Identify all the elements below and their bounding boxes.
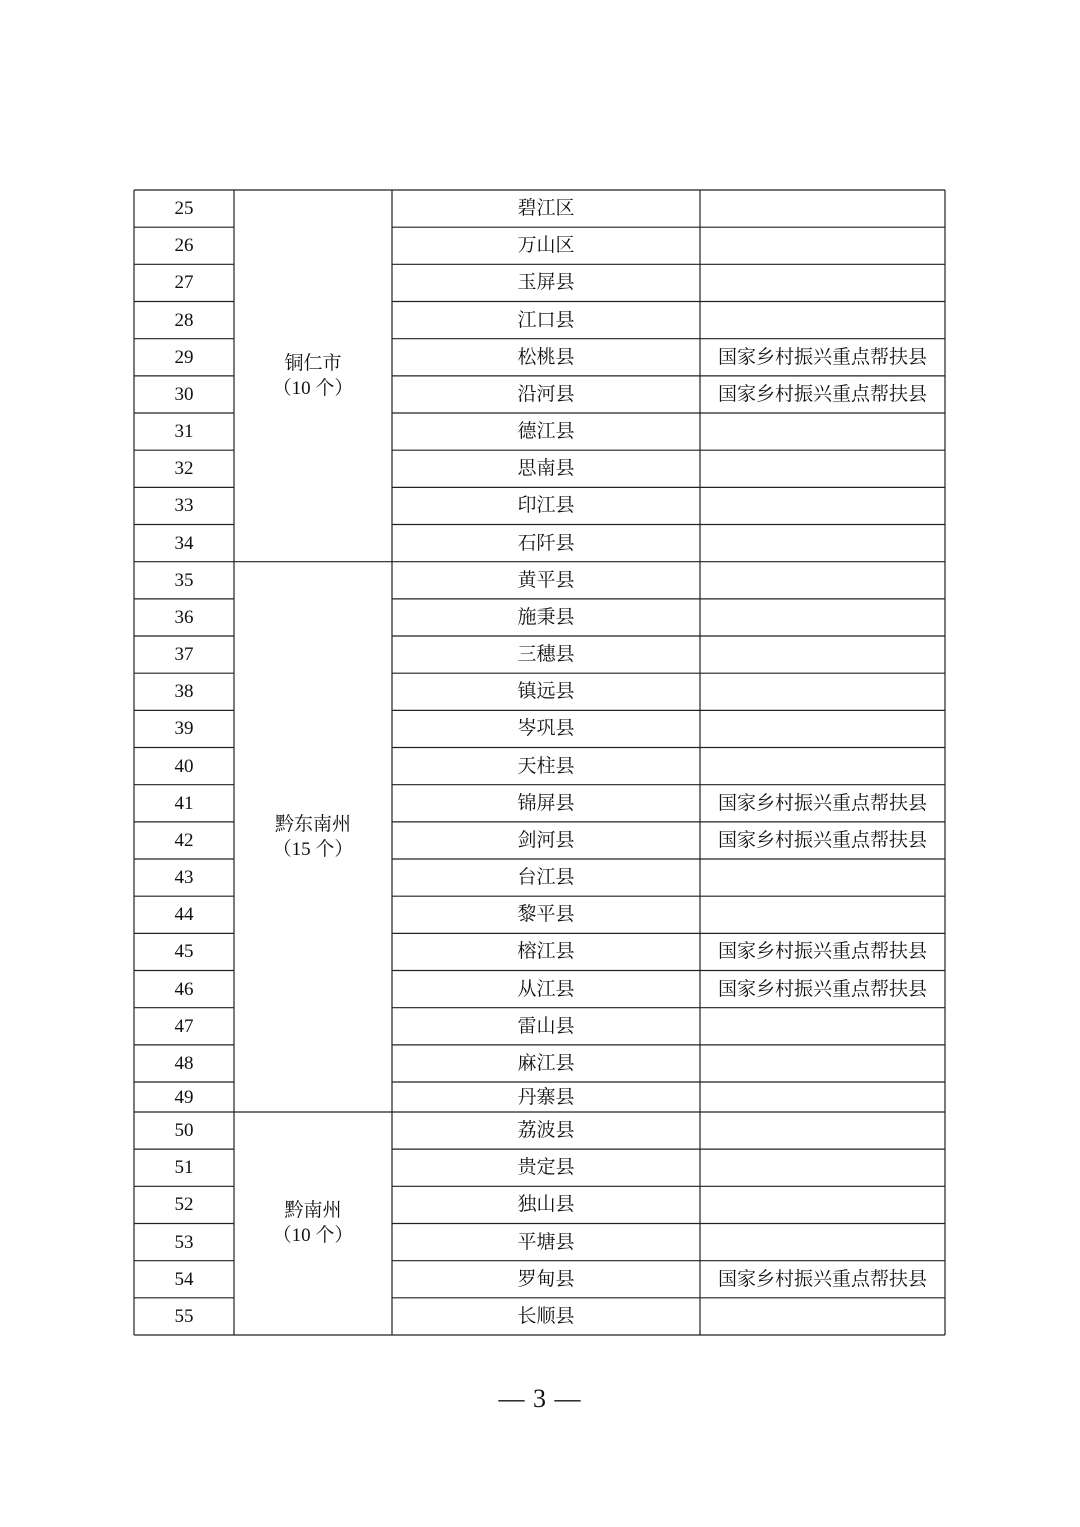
county-note: 国家乡村振兴重点帮扶县 xyxy=(718,1267,928,1290)
county-name: 松桃县 xyxy=(517,345,575,368)
region-group-cell xyxy=(234,1112,392,1335)
county-name: 石阡县 xyxy=(517,531,575,554)
region-group-cell xyxy=(234,190,392,562)
row-number: 47 xyxy=(174,1015,194,1037)
row-number: 28 xyxy=(174,309,194,331)
row-number: 52 xyxy=(174,1194,194,1216)
row-number: 25 xyxy=(174,198,194,220)
county-name: 施秉县 xyxy=(517,605,575,628)
row-number: 31 xyxy=(174,421,194,443)
county-name: 黄平县 xyxy=(517,568,575,591)
region-name: 黔南州 xyxy=(284,1199,342,1222)
county-note: 国家乡村振兴重点帮扶县 xyxy=(718,791,928,814)
row-number: 53 xyxy=(174,1231,194,1253)
county-name: 平塘县 xyxy=(517,1230,575,1253)
county-name: 镇远县 xyxy=(517,680,575,703)
row-number: 38 xyxy=(174,681,194,703)
county-name: 三穗县 xyxy=(517,643,575,666)
region-count: （10 个） xyxy=(272,1225,354,1247)
county-name: 丹寨县 xyxy=(517,1085,575,1108)
county-note: 国家乡村振兴重点帮扶县 xyxy=(718,828,928,851)
row-number: 55 xyxy=(174,1305,194,1327)
row-number: 41 xyxy=(174,792,194,814)
row-number: 44 xyxy=(174,904,194,926)
county-name: 从江县 xyxy=(517,977,575,1000)
county-name: 贵定县 xyxy=(517,1156,575,1179)
county-name: 德江县 xyxy=(517,420,575,443)
row-number: 37 xyxy=(174,644,194,666)
region-count: （15 个） xyxy=(272,838,354,860)
county-note: 国家乡村振兴重点帮扶县 xyxy=(718,382,928,405)
county-name: 江口县 xyxy=(517,308,575,331)
row-number: 32 xyxy=(174,458,194,480)
county-name: 独山县 xyxy=(517,1193,575,1216)
row-number: 43 xyxy=(174,867,194,889)
county-name: 荔波县 xyxy=(517,1119,575,1142)
row-number: 54 xyxy=(174,1268,194,1290)
county-name: 罗甸县 xyxy=(517,1267,575,1290)
row-number: 50 xyxy=(174,1120,194,1142)
county-name: 万山区 xyxy=(517,234,575,257)
row-number: 48 xyxy=(174,1052,194,1074)
row-number: 40 xyxy=(174,755,194,777)
county-name: 雷山县 xyxy=(517,1014,575,1037)
row-number: 33 xyxy=(174,495,194,517)
row-number: 49 xyxy=(174,1086,194,1108)
county-name: 思南县 xyxy=(517,457,575,480)
page-number: — 3 — xyxy=(498,1384,582,1413)
row-number: 30 xyxy=(174,383,194,405)
row-number: 42 xyxy=(174,829,194,851)
county-table xyxy=(134,190,945,1335)
row-number: 36 xyxy=(174,606,194,628)
row-number: 35 xyxy=(174,569,194,591)
county-name: 台江县 xyxy=(517,866,575,889)
county-name: 榕江县 xyxy=(517,940,575,963)
county-name: 碧江区 xyxy=(517,197,575,220)
county-name: 锦屏县 xyxy=(517,791,575,814)
county-note: 国家乡村振兴重点帮扶县 xyxy=(718,977,928,1000)
region-name: 黔东南州 xyxy=(274,812,351,835)
row-number: 29 xyxy=(174,346,194,368)
county-name: 沿河县 xyxy=(517,382,575,405)
county-name: 长顺县 xyxy=(517,1304,575,1327)
county-name: 岑巩县 xyxy=(517,717,575,740)
row-number: 51 xyxy=(174,1157,194,1179)
row-number: 39 xyxy=(174,718,194,740)
county-name: 黎平县 xyxy=(517,903,575,926)
row-number: 26 xyxy=(174,235,194,257)
county-note: 国家乡村振兴重点帮扶县 xyxy=(718,940,928,963)
county-note: 国家乡村振兴重点帮扶县 xyxy=(718,345,928,368)
row-number: 46 xyxy=(174,978,194,1000)
county-name: 玉屏县 xyxy=(517,271,575,294)
county-name: 印江县 xyxy=(517,494,575,517)
row-number: 45 xyxy=(174,941,194,963)
region-group-cell xyxy=(234,562,392,1112)
county-name: 剑河县 xyxy=(517,828,575,851)
county-name: 麻江县 xyxy=(517,1051,575,1074)
region-count: （10 个） xyxy=(272,377,354,399)
region-name: 铜仁市 xyxy=(284,351,342,374)
county-name: 天柱县 xyxy=(517,754,575,777)
row-number: 34 xyxy=(174,532,194,554)
row-number: 27 xyxy=(174,272,194,294)
